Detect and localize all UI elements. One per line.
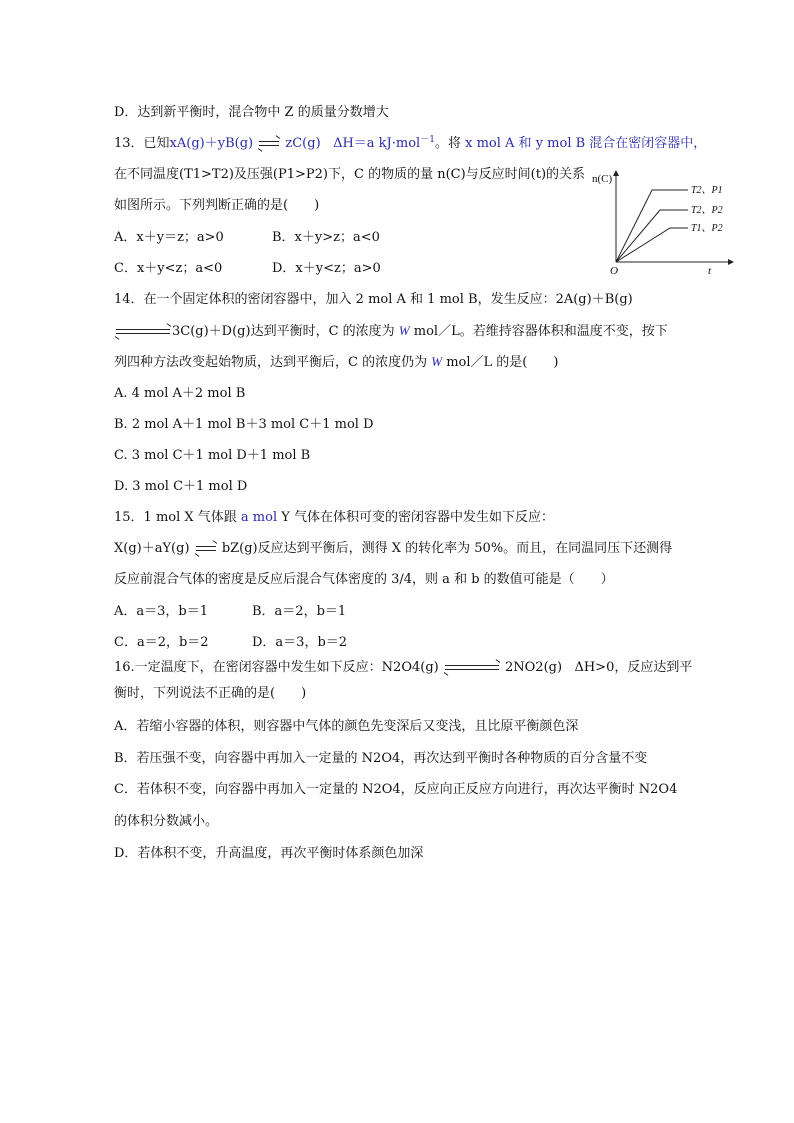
curve-t1-p2: [616, 228, 688, 262]
q14-option-c: C. 3 mol C＋1 mol D＋1 mol B: [114, 448, 311, 463]
curve-t2-p2: [616, 210, 688, 262]
equilibrium-arrow-icon: [116, 327, 170, 337]
q13-amount-b: y mol B 混合在密闭容器中，: [535, 136, 707, 151]
q15-reaction-left: X(g)＋aY(g): [114, 541, 190, 556]
q15-option-c: C．a＝2，b＝2: [114, 635, 209, 650]
y-axis-arrow-icon: [613, 170, 619, 176]
q16-option-a: A．若缩小容器的体积，则容器中气体的颜色先变深后又变浅，且比原平衡颜色深: [114, 719, 579, 734]
q15-option-d: D．a＝3，b＝2: [252, 635, 348, 650]
q13-option-c: C．x＋y<z；a<0: [114, 261, 223, 276]
q15-line-2-rest: bZ(g)反应达到平衡后，测得 X 的转化率为 50%。而且，在同温同压下还测得: [221, 541, 673, 556]
q15-option-b: B．a＝2，b＝1: [252, 604, 347, 619]
equilibrium-arrow-icon: [445, 663, 499, 673]
q16-line-1-text: 16.一定温度下，在密闭容器中发生如下反应：N2O4(g): [114, 660, 439, 675]
equilibrium-arrow-icon: [196, 544, 216, 554]
q14-option-a: A. 4 mol A＋2 mol B: [114, 386, 246, 401]
equilibrium-arrow-icon: [259, 139, 279, 149]
q15-line-3: 反应前混合气体的密度是反应后混合气体密度的 3/4，则 a 和 b 的数值可能是（ ）: [114, 572, 614, 587]
q14-line-3-rest: mol／L 的是( ): [446, 355, 559, 370]
q13-text-jiang: 。将: [434, 136, 461, 151]
q15-line-1-rest: Y 气体在体积可变的密闭容器中发生如下反应：: [281, 510, 554, 525]
q16-line-2: 衡时，下列说法不正确的是( ): [114, 686, 307, 701]
q13-reaction-b: yB(g): [217, 136, 254, 151]
q13-delta-h: ΔH＝: [333, 136, 367, 151]
curve-label-t2-p2: T2、P2: [691, 205, 723, 216]
q14-w2: W: [431, 354, 443, 369]
origin-label: O: [610, 265, 618, 277]
q13-option-d: D．x＋y<z；a>0: [272, 261, 381, 276]
q14-line-3: [114, 352, 558, 372]
q13-option-a: A．x＋y＝z；a>0: [114, 230, 224, 245]
q14-w: W: [398, 323, 410, 338]
q14-line-2: [114, 321, 668, 341]
q14-line-3-text: 列四种方法改变起始物质，达到平衡后，C 的浓度仍为: [114, 355, 428, 370]
q16-option-d: D．若体积不变，升高温度，再次平衡时体系颜色加深: [114, 846, 424, 861]
q16-option-c-line-2: 的体积分数减小。: [114, 814, 219, 829]
q14-line-2-rest: mol／L。若维持容器体积和温度不变，按下: [413, 324, 668, 339]
q13-reaction-right: zC(g): [285, 136, 321, 151]
x-axis-arrow-icon: [728, 259, 734, 265]
q16-option-b: B．若压强不变，向容器中再加入一定量的 N2O4，再次达到平衡时各种物质的百分含量不变: [114, 751, 648, 766]
q13-number: 13．已知: [114, 136, 170, 151]
q15-option-a: A．a＝3，b＝1: [114, 604, 209, 619]
q13-enthalpy: a kJ·mol: [366, 136, 421, 151]
q14-line-2-text: 3C(g)＋D(g)达到平衡时，C 的浓度为: [172, 324, 395, 339]
q12-option-d: D．达到新平衡时，混合物中 Z 的质量分数增大: [114, 105, 389, 120]
q13-reaction-left: xA(g)＋: [169, 136, 218, 151]
q14-line-1: 14．在一个固定体积的密闭容器中，加入 2 mol A 和 1 mol B，发生反应：2A(g)＋B(g): [114, 292, 633, 307]
q15-amount-y: a mol: [240, 510, 278, 525]
q13-line-2: 在不同温度(T1>T2)及压强(P1>P2)下，C 的物质的量 n(C)与反应时间(t)的关系: [114, 167, 586, 182]
q16-option-c-line-1: C．若体积不变，向容器中再加入一定量的 N2O4，反应向正反应方向进行，再次达平衡时 N2O4: [114, 782, 678, 797]
y-axis-label: n(C): [592, 173, 613, 185]
q13-option-b: B．x＋y>z；a<0: [272, 230, 380, 245]
curve-t2-p1: [616, 190, 688, 262]
q15-line-1-text: 15．1 mol X 气体跟: [114, 510, 237, 525]
q16-product: 2NO2(g): [505, 660, 563, 675]
q14-option-d: D. 3 mol C＋1 mol D: [114, 479, 248, 494]
q16-line-1-rest: ΔH>0，反应达到平: [574, 660, 693, 675]
q13-amount-a: x mol A 和: [465, 136, 532, 151]
q15-line-2: [114, 539, 672, 559]
q13-line-3: 如图所示。下列判断正确的是( ): [114, 198, 320, 213]
q14-option-b: B. 2 mol A＋1 mol B＋3 mol C＋1 mol D: [114, 417, 374, 432]
q13-line-1: [114, 134, 706, 154]
nc-vs-time-graph: [590, 168, 740, 280]
curve-label-t1-p2: T1、P2: [691, 223, 723, 234]
q13-unit-exponent: －1: [420, 135, 435, 145]
q15-line-1: [114, 508, 554, 528]
q16-line-1: [114, 658, 692, 678]
x-axis-label: t: [708, 265, 712, 277]
curve-label-t2-p1: T2、P1: [691, 185, 723, 196]
